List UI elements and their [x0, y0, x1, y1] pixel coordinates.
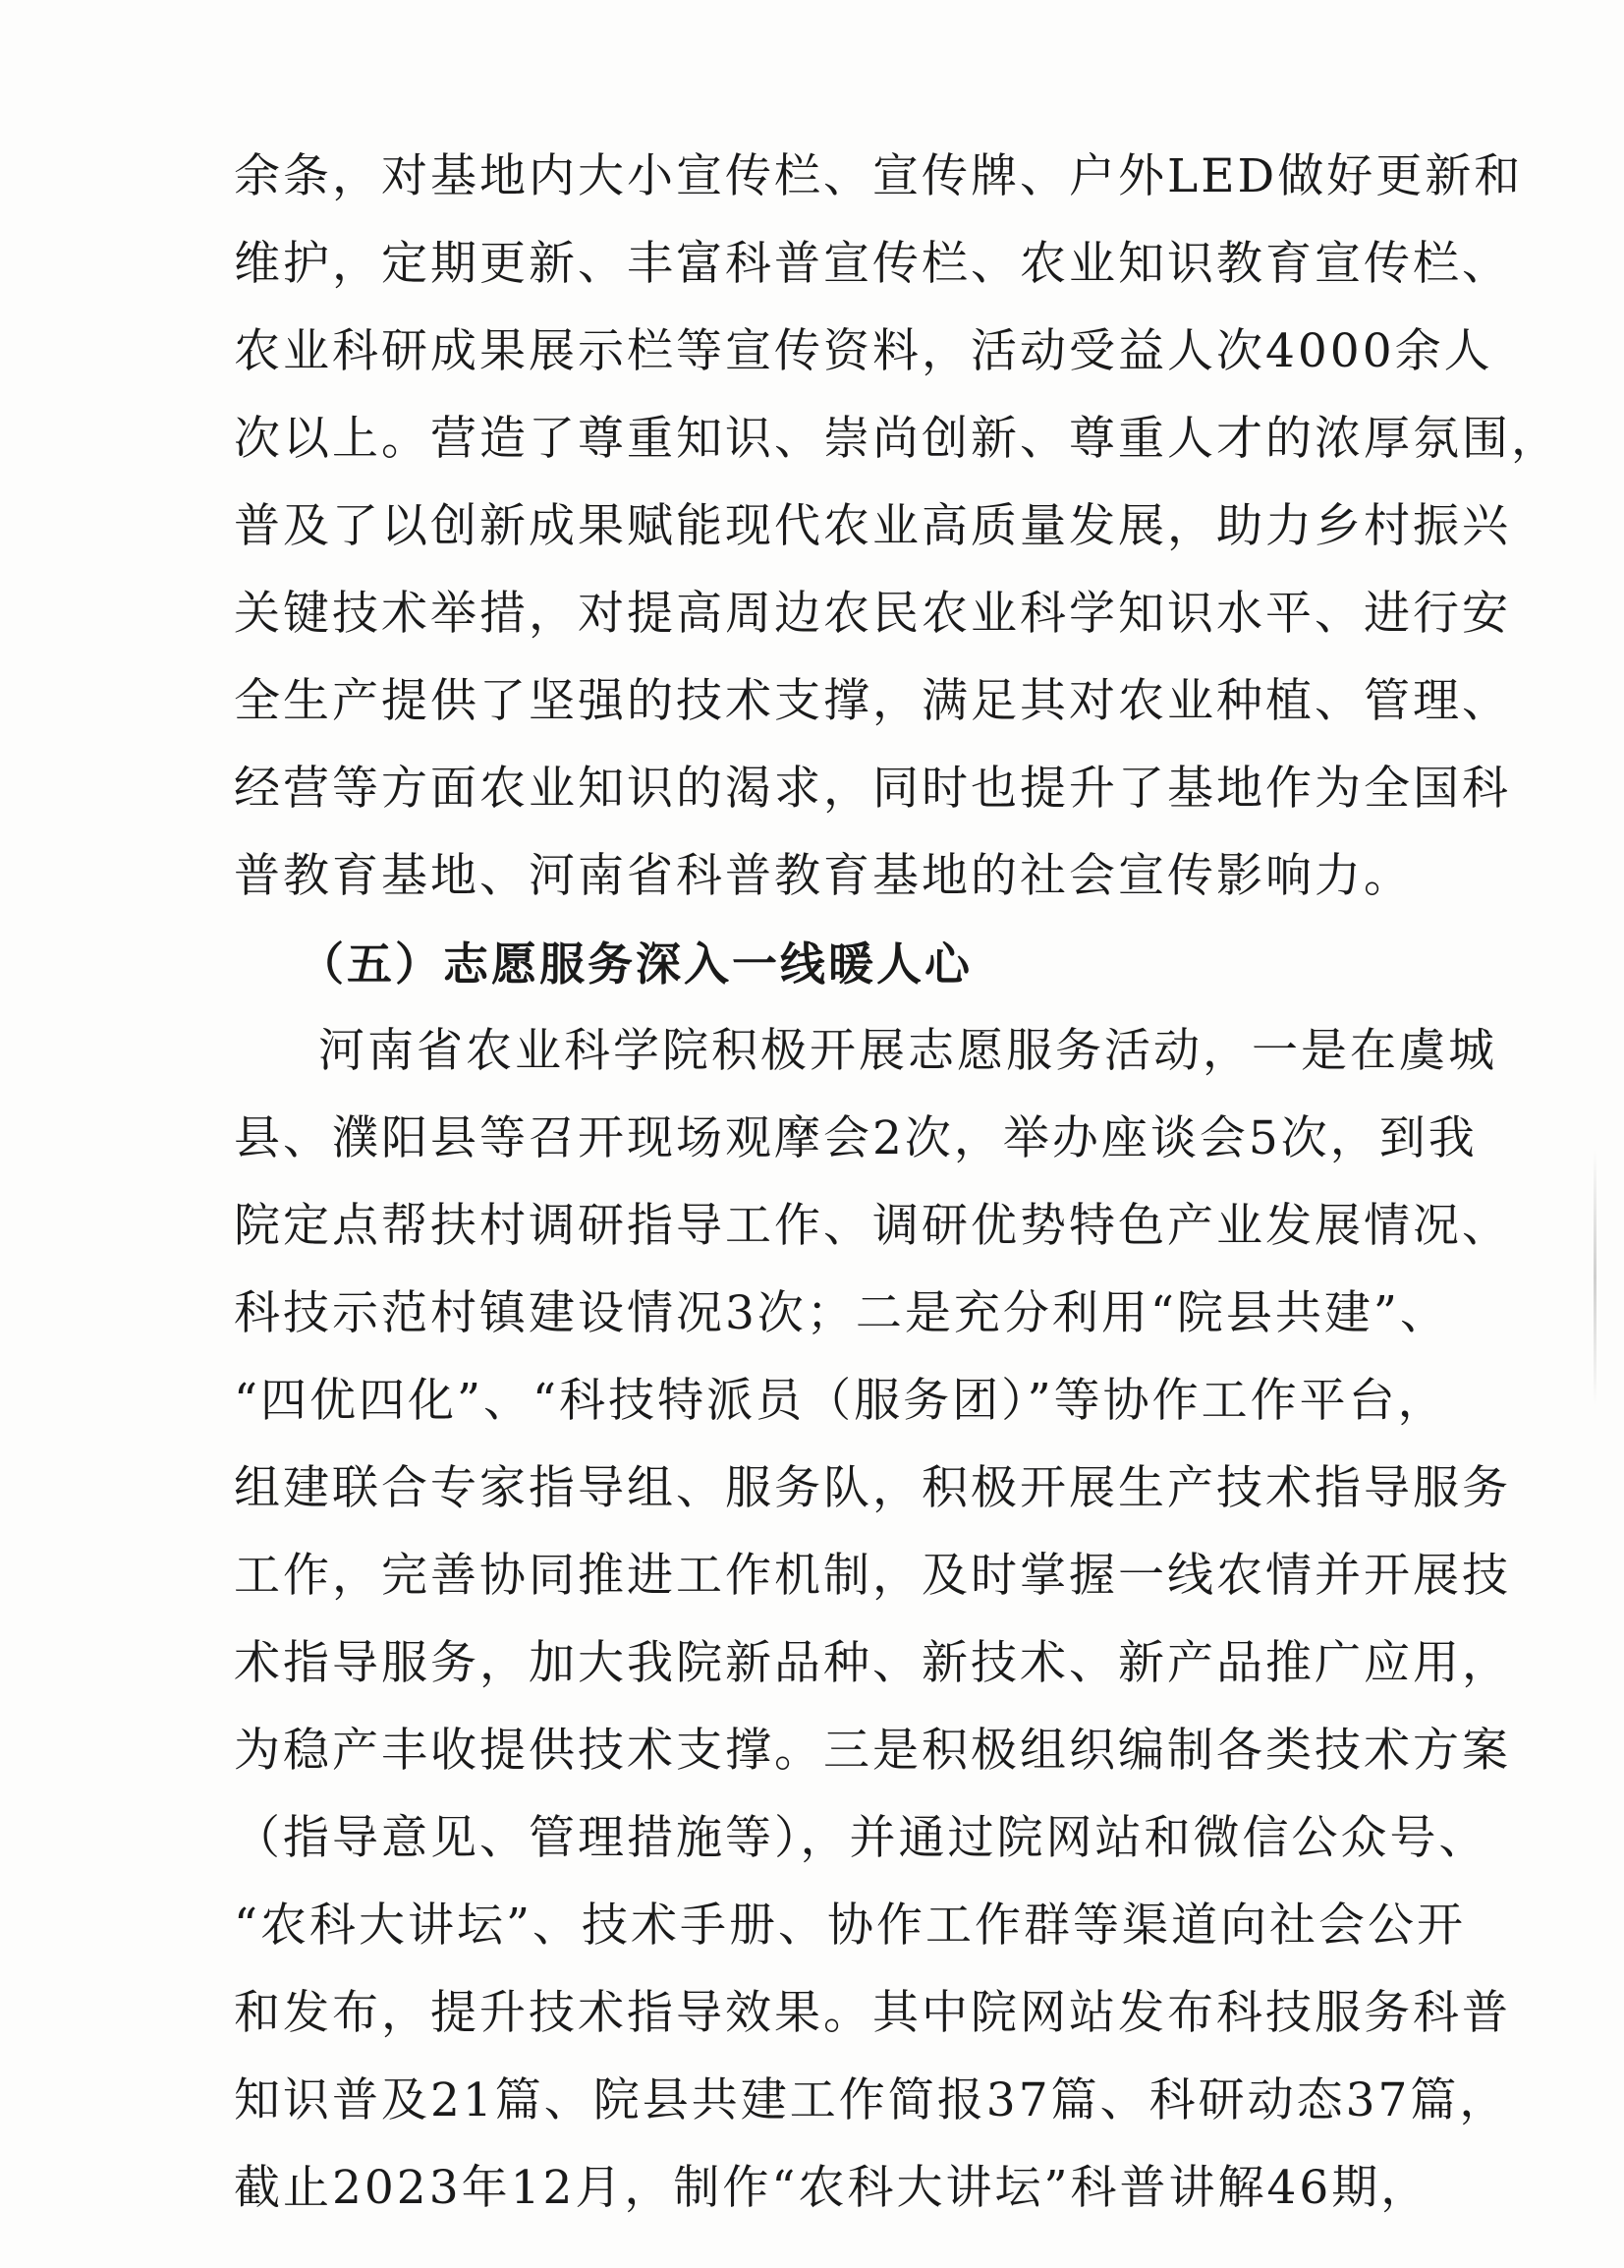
paragraph-line: “四优四化”、“科技特派员（服务团）”等协作工作平台， [234, 1374, 1447, 1428]
section-heading: （五）志愿服务深入一线暖人心 [299, 937, 973, 991]
paragraph-line: 余条，对基地内大小宣传栏、宣传牌、户外LED做好更新和 [234, 149, 1524, 203]
paragraph-line: 县、濮阳县等召开现场观摩会2次，举办座谈会5次，到我 [234, 1111, 1478, 1165]
paragraph-line: 农业科研成果展示栏等宣传资料，活动受益人次4000余人 [234, 324, 1493, 378]
paragraph-line: 普教育基地、河南省科普教育基地的社会宣传影响力。 [234, 849, 1413, 903]
paragraph-line: 知识普及21篇、院县共建工作简报37篇、科研动态37篇， [234, 2073, 1509, 2127]
paragraph-line: 为稳产丰收提供技术支撑。三是积极组织编制各类技术方案 [234, 1724, 1511, 1778]
paragraph-line: 科技示范村镇建设情况3次；二是充分利用“院县共建”、 [234, 1286, 1449, 1340]
paragraph-line: 和发布，提升技术指导效果。其中院网站发布科技服务科普 [234, 1986, 1511, 2040]
paragraph-line: 维护，定期更新、丰富科普宣传栏、农业知识教育宣传栏、 [234, 237, 1511, 291]
paragraph-line: （指导意见、管理措施等），并通过院网站和微信公众号、 [234, 1811, 1488, 1865]
paragraph-line: 工作，完善协同推进工作机制，及时掌握一线农情并开展技 [234, 1549, 1511, 1603]
paragraph-line: 经营等方面农业知识的渴求，同时也提升了基地作为全国科 [234, 762, 1511, 816]
paragraph-line: 河南省农业科学院积极开展志愿服务活动，一是在虞城 [318, 1024, 1497, 1078]
paragraph-line: 关键技术举措，对提高周边农民农业科学知识水平、进行安 [234, 587, 1511, 641]
paragraph-line: 截止2023年12月，制作“农科大讲坛”科普讲解46期， [234, 2161, 1430, 2215]
paragraph-line: 普及了以创新成果赋能现代农业高质量发展，助力乡村振兴 [234, 499, 1511, 553]
paragraph-line: 术指导服务，加大我院新品种、新技术、新产品推广应用， [234, 1636, 1511, 1690]
scan-edge-mark [1594, 1150, 1596, 1405]
paragraph-line: 组建联合专家指导组、服务队，积极开展生产技术指导服务 [234, 1461, 1511, 1515]
paragraph-line: 全生产提供了坚强的技术支撑，满足其对农业种植、管理、 [234, 674, 1511, 728]
paragraph-line: 院定点帮扶村调研指导工作、调研优势特色产业发展情况、 [234, 1199, 1511, 1253]
paragraph-line: 次以上。营造了尊重知识、崇尚创新、尊重人才的浓厚氛围， [234, 412, 1560, 466]
paragraph-line: “农科大讲坛”、技术手册、协作工作群等渠道向社会公开 [234, 1899, 1467, 1953]
